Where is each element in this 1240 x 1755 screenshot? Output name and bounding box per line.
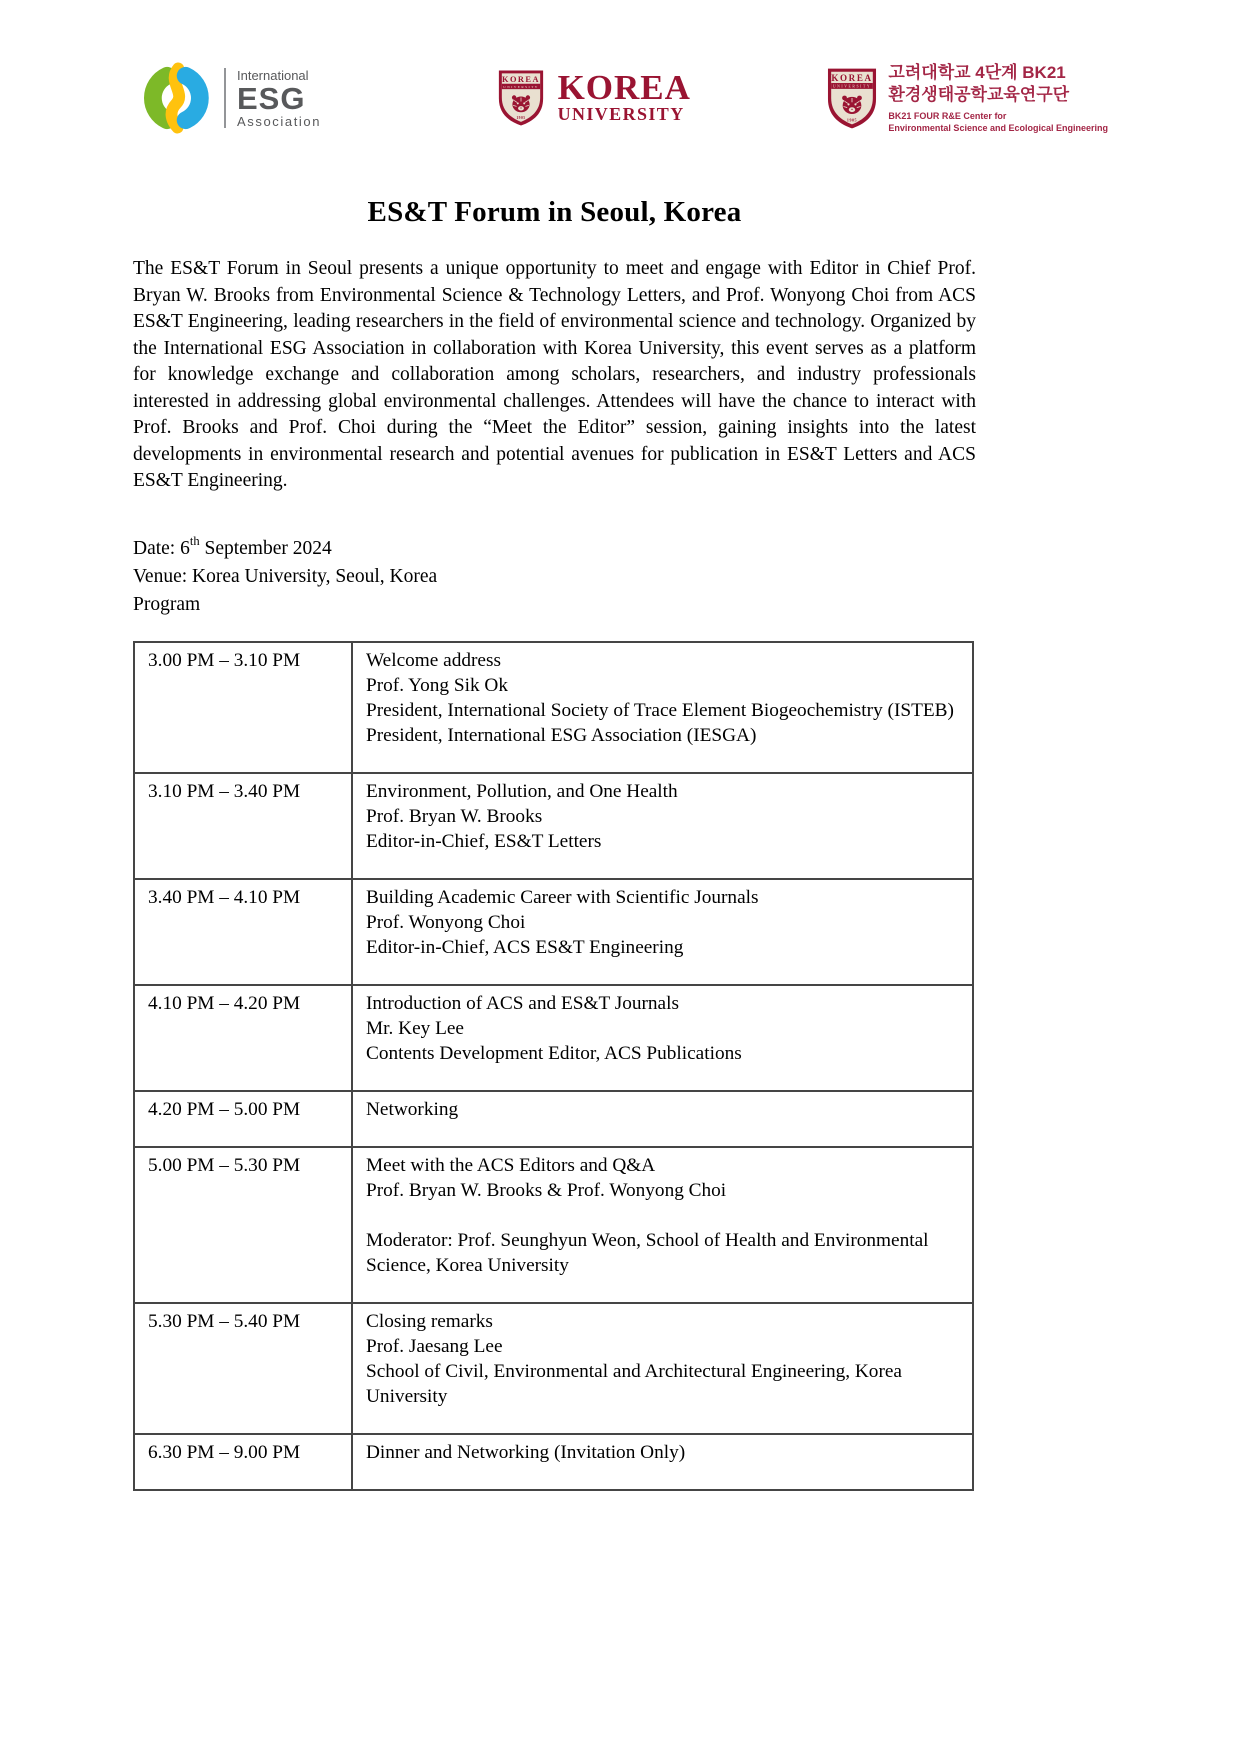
session-line: Prof. Jaesang Lee	[366, 1335, 503, 1357]
ku-wordmark-line2: UNIVERSITY	[557, 104, 685, 125]
korea-university-wordmark	[557, 67, 691, 125]
session-line: Closing remarks	[366, 1310, 493, 1332]
session-line: Prof. Yong Sik Ok	[366, 674, 508, 696]
session-line: School of Civil, Environmental and Architectural Engineering, Korea University	[366, 1360, 902, 1407]
bk21-english-line1: BK21 FOUR R&E Center for	[888, 110, 1007, 121]
time-slot: 3.00 PM – 3.10 PM	[134, 642, 352, 773]
program-label: Program	[133, 593, 201, 615]
shield-korea-text: KOREA	[501, 74, 540, 84]
esg-association-logo	[139, 61, 321, 135]
bk21-logo-text	[888, 62, 1108, 134]
bk21-korean-line1: 고려대학교 4단계 BK21	[888, 62, 1066, 82]
date-ordinal: th	[189, 534, 200, 548]
session-line: Editor-in-Chief, ACS ES&T Engineering	[366, 936, 684, 958]
time-slot: 4.20 PM – 5.00 PM	[134, 1091, 352, 1147]
session-line: Meet with the ACS Editors and Q&A	[366, 1154, 656, 1176]
session-details	[352, 1091, 973, 1147]
bk21-english-lines	[888, 110, 1108, 134]
logo-header	[139, 56, 1108, 140]
schedule-row	[134, 773, 973, 879]
venue-line: Venue: Korea University, Seoul, Korea	[133, 565, 438, 587]
time-slot: 3.10 PM – 3.40 PM	[134, 773, 352, 879]
shield-university-text: UNIVERSITY	[502, 84, 539, 89]
shield-year-text: 1905	[515, 116, 526, 121]
time-slot: 4.10 PM – 4.20 PM	[134, 985, 352, 1091]
session-line: Contents Development Editor, ACS Publications	[366, 1042, 742, 1064]
date-day: 6	[180, 537, 190, 559]
bk21-english-line2: Environmental Science and Ecological Engineering	[888, 123, 1108, 134]
korea-university-logo	[496, 69, 691, 127]
shield-year-text: 1905	[847, 116, 858, 122]
schedule-row	[134, 1147, 973, 1303]
schedule-row	[134, 1434, 973, 1490]
esg-logo-text	[237, 68, 321, 129]
session-line: Introduction of ACS and ES&T Journals	[366, 992, 679, 1014]
date-line	[133, 535, 976, 563]
intro-paragraph: The ES&T Forum in Seoul presents a unique opportunity to meet and engage with Editor in Chief Prof. Bryan W. Brooks from Environmental Science & Technology Letters, and Prof. Wonyong Choi from ACS ES&T Engineering, leading researchers in the field of environmental science and technology. Organized by the International ESG Association in collaboration with Korea University, this event serves as a platform for knowledge exchange and collaboration among scholars, researchers, and industry professionals interested in addressing global environmental challenges. Attendees will have the chance to interact with Prof. Brooks and Prof. Choi during the “Meet the Editor” session, gaining insights into the latest developments in environmental research and potential avenues for publication in ES&T Letters and ACS ES&T Engineering.	[133, 258, 976, 491]
session-line: Environment, Pollution, and One Health	[366, 780, 678, 802]
esg-logo-icon	[139, 61, 213, 135]
session-line: Networking	[366, 1098, 459, 1120]
session-details	[352, 642, 973, 773]
session-details	[352, 1303, 973, 1434]
session-line: Editor-in-Chief, ES&T Letters	[366, 830, 602, 852]
session-line: Prof. Bryan W. Brooks & Prof. Wonyong Choi	[366, 1179, 727, 1201]
date-label: Date:	[133, 537, 181, 559]
bk21-shield-icon	[825, 67, 879, 130]
date-rest: September 2024	[199, 537, 332, 559]
korea-university-shield-icon	[496, 69, 546, 127]
session-line: Prof. Bryan W. Brooks	[366, 805, 543, 827]
session-line: Moderator: Prof. Seunghyun Weon, School of Health and Environmental Science, Korea University	[366, 1229, 929, 1276]
schedule-row	[134, 1303, 973, 1434]
shield-university-text: UNIVERSITY	[833, 84, 872, 89]
session-details	[352, 985, 973, 1091]
ku-wordmark-line1: KOREA	[557, 67, 691, 107]
program-schedule-table	[133, 641, 974, 1491]
esg-logo-line2: ESG	[237, 80, 306, 116]
session-details	[352, 1434, 973, 1490]
session-line: Welcome address	[366, 649, 501, 671]
esg-logo-line1: International	[237, 67, 309, 83]
schedule-row	[134, 879, 973, 985]
time-slot: 3.40 PM – 4.10 PM	[134, 879, 352, 985]
time-slot: 5.30 PM – 5.40 PM	[134, 1303, 352, 1434]
session-line	[366, 1203, 968, 1228]
session-line: Prof. Wonyong Choi	[366, 911, 526, 933]
session-details	[352, 773, 973, 879]
session-line: Mr. Key Lee	[366, 1017, 464, 1039]
session-line: President, International Society of Trace Element Biogeochemistry (ISTEB)	[366, 699, 954, 721]
time-slot: 6.30 PM – 9.00 PM	[134, 1434, 352, 1490]
schedule-body	[134, 642, 973, 1490]
esg-logo-line3: Association	[237, 113, 322, 129]
shield-korea-text: KOREA	[831, 72, 874, 83]
session-details	[352, 1147, 973, 1303]
bk21-korean-line2: 환경생태공학교육연구단	[888, 84, 1070, 104]
event-details	[133, 535, 976, 619]
session-details	[352, 879, 973, 985]
time-slot: 5.00 PM – 5.30 PM	[134, 1147, 352, 1303]
session-line: Dinner and Networking (Invitation Only)	[366, 1441, 686, 1463]
schedule-row	[134, 985, 973, 1091]
schedule-row	[134, 1091, 973, 1147]
bk21-center-logo	[825, 62, 1108, 134]
schedule-row	[134, 642, 973, 773]
esg-logo-divider	[224, 68, 226, 128]
session-line: President, International ESG Association (IESGA)	[366, 724, 757, 746]
page-title: ES&T Forum in Seoul, Korea	[367, 196, 742, 228]
session-line: Building Academic Career with Scientific Journals	[366, 886, 759, 908]
